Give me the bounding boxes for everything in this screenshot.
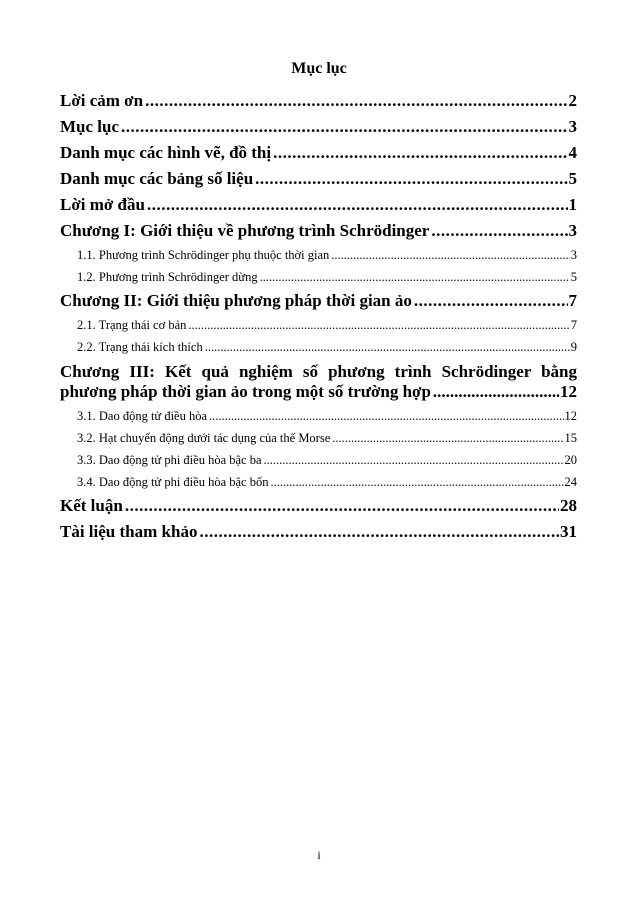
toc-entry-section-1-1[interactable] — [60, 244, 577, 266]
dot-leader — [205, 336, 570, 358]
dot-leader — [433, 382, 559, 402]
dot-leader — [255, 166, 567, 192]
dot-leader — [188, 314, 569, 336]
toc-entry-page: 12 — [560, 382, 577, 401]
toc-entry-page: 1 — [568, 195, 577, 214]
toc-entry-tai-lieu-tham-khao[interactable] — [60, 519, 577, 545]
toc-entry-title-line-2: phương pháp thời gian ảo trong một số trường hợp — [60, 382, 431, 401]
toc-entry-muc-luc[interactable] — [60, 114, 577, 140]
toc-entry-page: 2 — [568, 91, 577, 110]
toc-entry-page: 7 — [570, 318, 577, 332]
toc-entry-page: 7 — [568, 291, 577, 310]
toc-entry-title: Chương II: Giới thiệu phương pháp thời gian ảo — [60, 291, 412, 310]
dot-leader — [121, 114, 567, 140]
toc-entry-page: 24 — [564, 475, 577, 489]
toc-entry-section-2-1[interactable] — [60, 314, 577, 336]
page-title: Mục lục — [291, 60, 347, 77]
dot-leader — [125, 493, 559, 519]
dot-leader — [260, 266, 570, 288]
dot-leader — [331, 244, 569, 266]
toc-entry-chuong-3[interactable] — [60, 362, 577, 402]
toc-entry-page: 4 — [568, 143, 577, 162]
toc-entry-section-3-3[interactable] — [60, 449, 577, 471]
toc-entry-title: Kết luận — [60, 496, 123, 515]
toc-entry-page: 3 — [570, 248, 577, 262]
toc-entry-page: 28 — [560, 496, 577, 515]
toc-entry-section-1-2[interactable] — [60, 266, 577, 288]
dot-leader — [264, 449, 564, 471]
toc-entry-danh-muc-bang[interactable] — [60, 166, 577, 192]
dot-leader — [145, 88, 567, 114]
dot-leader — [414, 288, 568, 314]
dot-leader — [209, 405, 563, 427]
toc-entry-section-3-4[interactable] — [60, 471, 577, 493]
toc-entry-section-3-1[interactable] — [60, 405, 577, 427]
toc-entry-title: Lời cảm ơn — [60, 91, 144, 110]
toc-entry-danh-muc-hinh-ve[interactable] — [60, 140, 577, 166]
dot-leader — [270, 471, 563, 493]
toc-entry-section-2-2[interactable] — [60, 336, 577, 358]
dot-leader — [147, 192, 568, 218]
table-of-contents — [60, 88, 577, 545]
toc-entry-page: 9 — [570, 340, 577, 354]
toc-entry-title: Tài liệu tham khảo — [60, 522, 198, 541]
toc-entry-page: 15 — [564, 431, 577, 445]
toc-entry-title-line-2-row — [60, 382, 577, 402]
dot-leader — [431, 218, 567, 244]
toc-entry-title: 1.1. Phương trình Schrödinger phụ thuộc thời gian — [77, 248, 330, 262]
toc-entry-title: Mục lục — [60, 117, 120, 136]
toc-entry-page: 31 — [560, 522, 577, 541]
toc-entry-title-line-1: Chương III: Kết quả nghiệm số phương trình Schrödinger bằng — [60, 362, 577, 381]
dot-leader — [332, 427, 563, 449]
toc-entry-title: Lời mở đầu — [60, 195, 145, 214]
toc-entry-title: Danh mục các bảng số liệu — [60, 169, 254, 188]
toc-entry-chuong-2[interactable] — [60, 288, 577, 314]
toc-entry-page: 20 — [564, 453, 577, 467]
toc-entry-loi-mo-dau[interactable] — [60, 192, 577, 218]
page-number-footer: i — [317, 848, 321, 862]
toc-entry-title: 2.1. Trạng thái cơ bản — [77, 318, 187, 332]
toc-entry-title: Chương I: Giới thiệu về phương trình Schrödinger — [60, 221, 430, 240]
dot-leader — [273, 140, 567, 166]
toc-entry-page: 3 — [568, 117, 577, 136]
toc-entry-section-3-2[interactable] — [60, 427, 577, 449]
toc-entry-title: 3.4. Dao động tử phi điều hòa bậc bốn — [77, 475, 269, 489]
toc-entry-ket-luan[interactable] — [60, 493, 577, 519]
toc-entry-title: 3.1. Dao động tử điều hòa — [77, 409, 208, 423]
dot-leader — [199, 519, 559, 545]
toc-entry-page: 12 — [564, 409, 577, 423]
toc-entry-chuong-1[interactable] — [60, 218, 577, 244]
toc-entry-title: 3.3. Dao động tử phi điều hòa bậc ba — [77, 453, 262, 467]
toc-entry-title: 3.2. Hạt chuyển động dưới tác dụng của thế Morse — [77, 431, 331, 445]
toc-entry-title: 1.2. Phương trình Schrödinger dừng — [77, 270, 258, 284]
toc-entry-page: 3 — [568, 221, 577, 240]
toc-entry-title: Danh mục các hình vẽ, đồ thị — [60, 143, 272, 162]
toc-entry-page: 5 — [568, 169, 577, 188]
toc-entry-title: 2.2. Trạng thái kích thích — [77, 340, 203, 354]
toc-entry-loi-cam-on[interactable] — [60, 88, 577, 114]
toc-entry-page: 5 — [570, 270, 577, 284]
